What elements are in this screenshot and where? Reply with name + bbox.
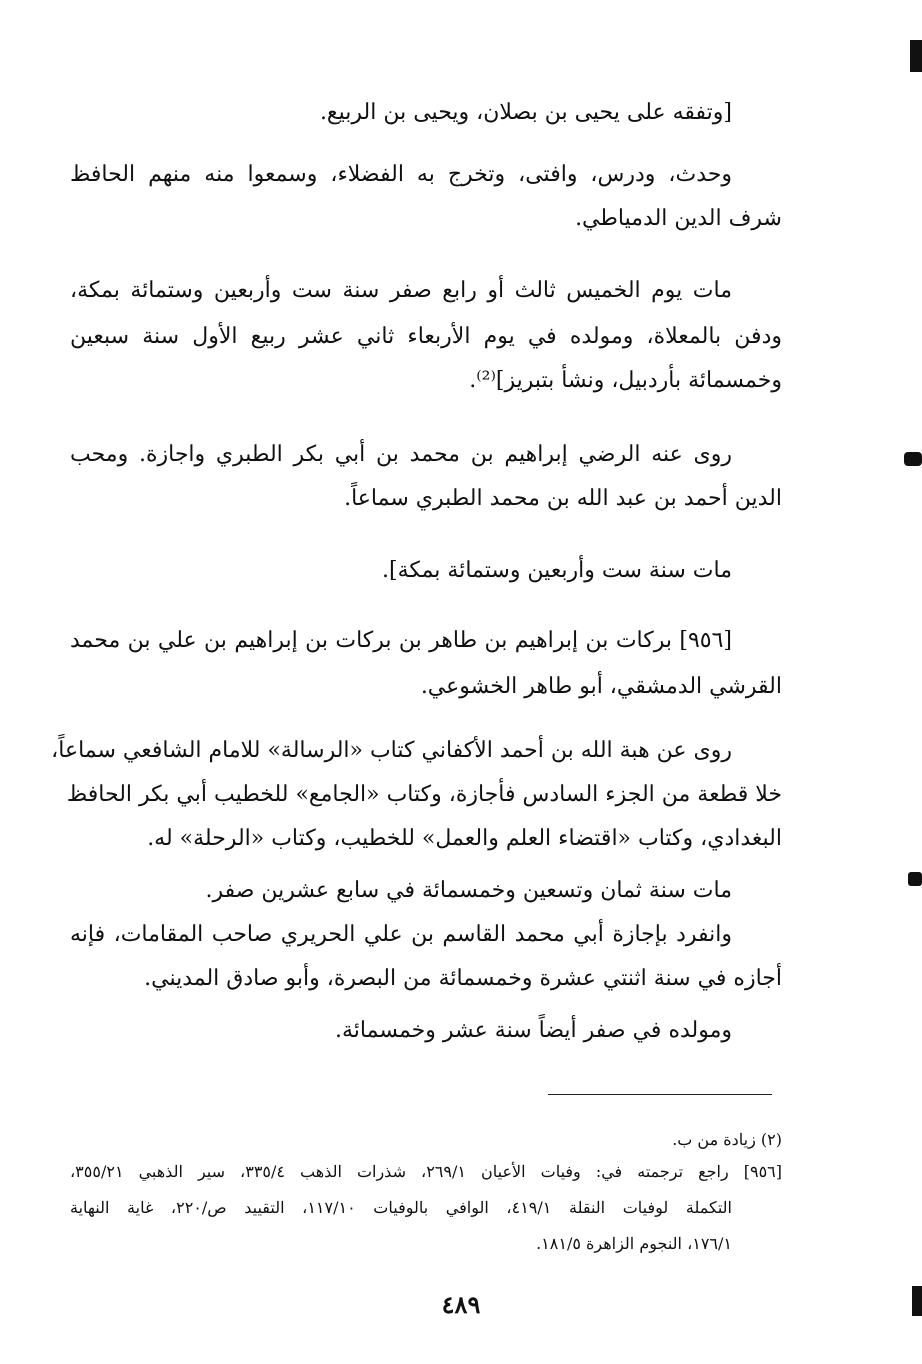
footnote-2-line-3: ١٧٦/١، النجوم الزاهرة ١٨١/٥. (536, 1234, 732, 1253)
body-line-11: القرشي الدمشقي، أبو طاهر الخشوعي. (420, 674, 782, 699)
entry-956-heading: [٩٥٦] بركات بن إبراهيم بن طاهر بن بركات بن إبراهيم بن علي بن محمد (70, 628, 732, 653)
body-line-7: روى عنه الرضي إبراهيم بن محمد بن أبي بكر الطبري واجازة. ومحب (70, 442, 732, 467)
body-line-5: ودفن بالمعلاة، ومولده في يوم الأربعاء ثاني عشر ربيع الأول سنة سبعين (70, 324, 782, 349)
body-line-13: خلا قطعة من الجزء السادس فأجازة، وكتاب «الجامع» للخطيب أبي بكر الحافظ (66, 782, 782, 807)
footnote-2-line-2: التكملة لوفيات النقلة ٤١٩/١، الوافي بالوفيات ١١٧/١٠، التقييد ص/٢٢٠، غاية النهاية (70, 1198, 733, 1217)
footnote-1: (٢) زيادة من ب. (672, 1130, 782, 1149)
scan-edge-mark-middle (904, 452, 922, 466)
body-line-8: الدين أحمد بن عبد الله بن محمد الطبري سماعاً. (344, 486, 782, 511)
body-line-17: أجازه في سنة اثنتي عشرة وخمسمائة من البصرة، وأبو صادق المديني. (144, 966, 782, 991)
body-line-14: البغدادي، وكتاب «اقتضاء العلم والعمل» للخطيب، وكتاب «الرحلة» له. (147, 826, 782, 851)
body-line-9: مات سنة ست وأربعين وستمائة بمكة]. (382, 558, 732, 583)
scan-edge-mark-bottom (912, 1286, 922, 1316)
scan-edge-mark-top (910, 40, 922, 72)
scan-edge-mark-lower (908, 872, 922, 886)
body-line-3: شرف الدين الدمياطي. (575, 206, 782, 231)
body-line-12: روى عن هبة الله بن أحمد الأكفاني كتاب «الرسالة» للامام الشافعي سماعاً، (51, 738, 732, 763)
page-number: ٤٨٩ (441, 1290, 481, 1319)
body-line-2: وحدث، ودرس، وافتى، وتخرج به الفضلاء، وسمعوا منه منهم الحافظ (70, 162, 732, 187)
footnote-separator (548, 1094, 772, 1095)
body-line-1: [وتفقه على يحيى بن بصلان، ويحيى بن الربيع. (319, 100, 732, 125)
body-line-18: ومولده في صفر أيضاً سنة عشر وخمسمائة. (335, 1018, 732, 1043)
body-line-16: وانفرد بإجازة أبي محمد القاسم بن علي الحريري صاحب المقامات، فإنه (70, 922, 732, 947)
body-line-15: مات سنة ثمان وتسعين وخمسمائة في سابع عشرين صفر. (205, 878, 732, 903)
footnote-2-line-1: [٩٥٦] راجع ترجمته في: وفيات الأعيان ٢٦٩/١، شذرات الذهب ٣٣٥/٤، سير الذهبي ٣٥٥/٢١، (70, 1162, 783, 1181)
body-line-6: وخمسمائة بأردبيل، ونشأ بتبريز]⁽²⁾. (469, 368, 782, 393)
body-line-4: مات يوم الخميس ثالث أو رابع صفر سنة ست وأربعين وستمائة بمكة، (70, 278, 732, 303)
